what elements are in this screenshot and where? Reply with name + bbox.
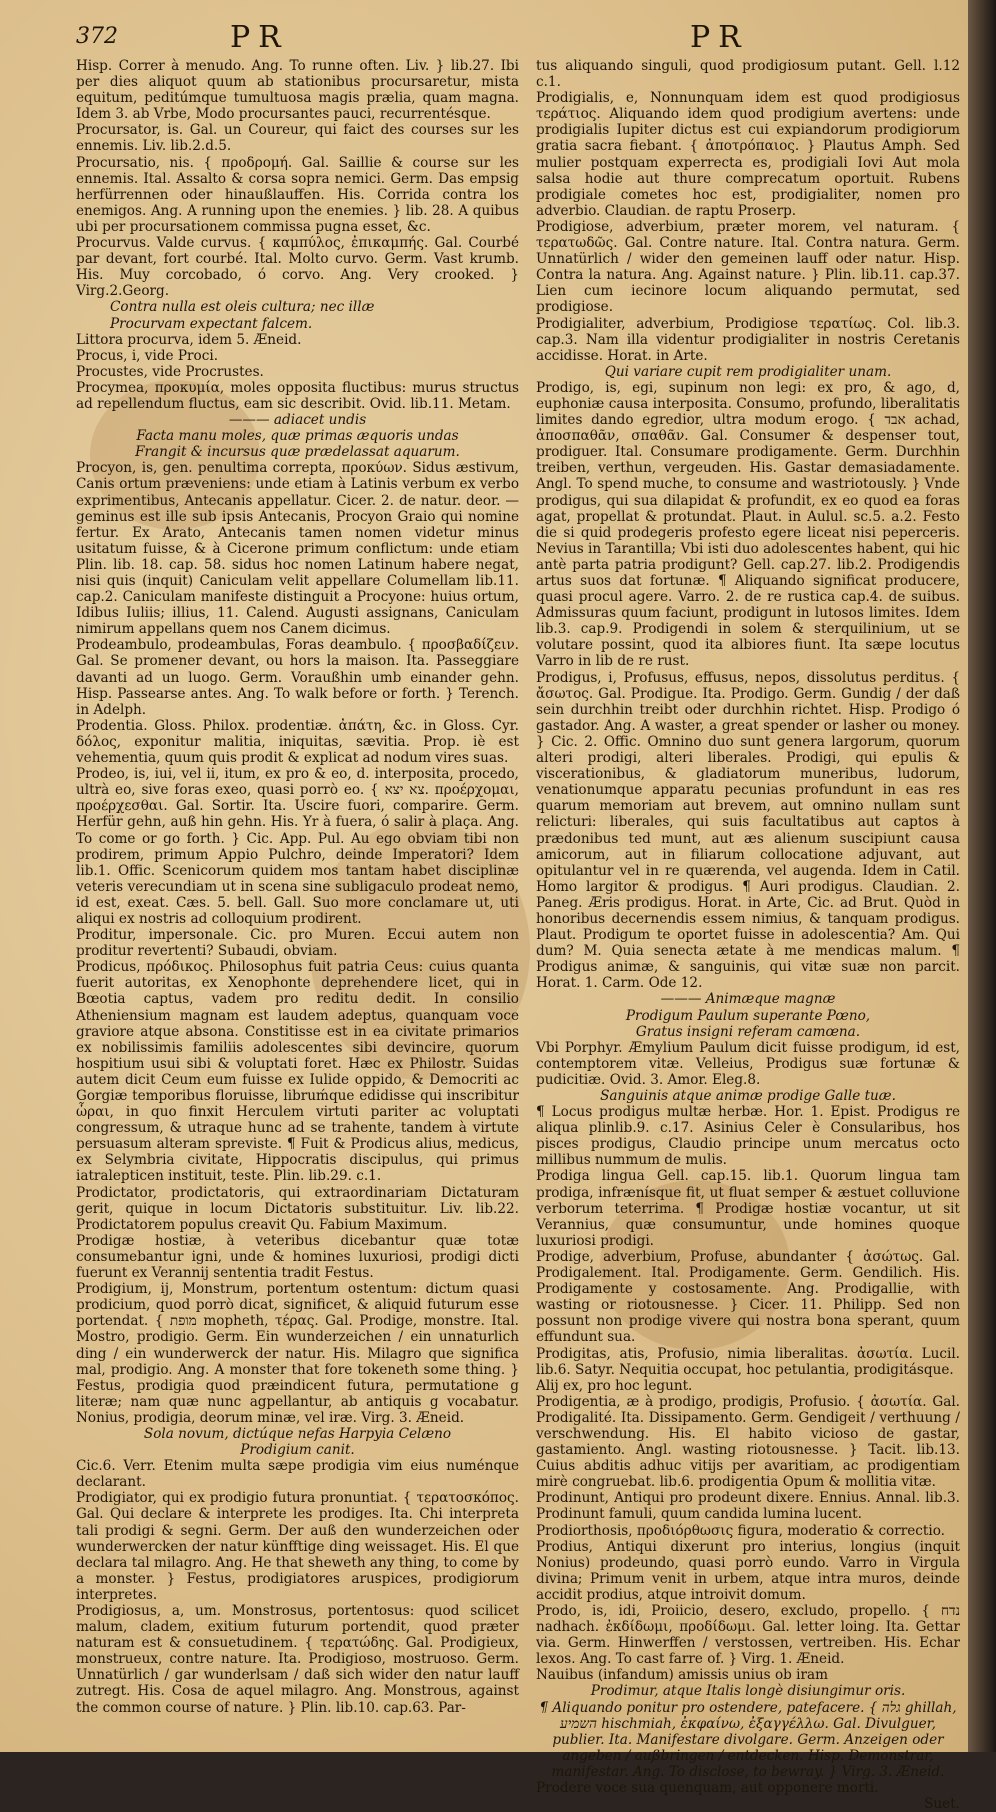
- dictionary-entry: Procymea, προκυμία, moles opposita fluctibus: murus structus ad repellendum fluctus, eam sic describit. Ovid. lib.11. Metam.: [76, 379, 519, 412]
- running-head-left: PR: [230, 20, 289, 55]
- dictionary-entry: Prodinunt, Antiqui pro prodeunt dixere. Ennius. Annal. lib.3. Prodinunt famuli, quum candida lumina lucent.: [536, 1490, 960, 1523]
- dictionary-entry: Prodigiator, qui ex prodigio futura pronuntiat. { τερατοσκόπος. Gal. Qui declare & interprete les prodiges. Ita. Chi interpreta tali prodigi & segni. Germ. Der auß den wunderzeichen oder wunderwercken der natur künfftige ding weissaget. His. El que declara tal milagro. Ang. He that sheweth any thing, to come by a monster. } Festus, prodigiatores aruspices, prodigiorum interpretes.: [76, 1490, 519, 1603]
- dictionary-entry: Procustes, vide Procrustes.: [76, 363, 264, 380]
- verse-quotation: Gratus insigni referam camœna.: [635, 1023, 861, 1040]
- dictionary-entry: Prodigialis, e, Nonnunquam idem est quod prodigiosus τεράτιος. Aliquando idem quod prodigium avertens: unde prodigialis Iupiter dictus est cui expiandorum prodigiorum gratia sacra fiebant. { ἀποτρόπαιος. } Plautus Amph. Sed mulier postquam experrecta es, prodigiali Iovi Aut mola salsa hodie aut thure comprecatum oportuit. Rubens prodigiale cometes hoc est, prodigialiter, nomen pro adverbio. Claudian. de raptu Proserp.: [536, 90, 960, 219]
- page-number: 372: [76, 24, 118, 49]
- dictionary-entry: tus aliquando singuli, quod prodigiosum putant. Gell. l.12 c.1.: [536, 58, 960, 91]
- dictionary-entry: Hisp. Correr à menudo. Ang. To runne often. Liv. } lib.27. Ibi per dies aliquot quum ab stationibus procursaretur, mista equitum, peditúmque tumultuosa magis prælia, quam magna. Idem 3. ab Vrbe, Modo procursantes pauci, recurrentésque.: [76, 58, 519, 123]
- dictionary-entry: Proditur, impersonale. Cic. pro Muren. Eccui autem non proditur revertenti? Subaudi, obviam.: [76, 927, 519, 960]
- dictionary-entry: Prodige, adverbium, Profuse, abundanter { ἀσώτως. Gal. Prodigalement. Ital. Prodigamente. Germ. Gendilich. His. Prodigamente y costosamente. Ang. Prodigallie, with wasting or riotousnesse. } Cicer. 11. Philipp. Sed non possunt non prodige vivere qui nostra bona sperant, quum effundunt sua.: [536, 1248, 960, 1346]
- dictionary-entry: Cic.6. Verr. Etenim multa sæpe prodigia vim eius numénque declarant.: [76, 1458, 519, 1491]
- verse-quotation: Prodimur, atque Italis longè disiungimur oris.: [590, 1683, 906, 1700]
- dictionary-entry: Prodo, is, idi, Proiicio, desero, excludo, propello. { נדח nadhach. ἐκδίδωμι, προδίδωμι. Gal. letter loing. Ita. Gettar via. Germ. Hinwerffen / verstossen, vertreiben. His. Echar lexos. Ang. To cast farre of. } Virg. 1. Æneid.: [536, 1603, 960, 1668]
- dictionary-entry: Nauibus (infandum) amissis unius ob iram: [536, 1667, 829, 1684]
- dictionary-entry: Prodicus, πρόδικος. Philosophus fuit patria Ceus: cuius quanta fuerit autoritas, ex Xenophonte deprehendere licet, qui in Bœotia captus, vadem pro reditu dedit. In consilio Atheniensium magnam est laudem adeptus, quanquam voce graviore atque absona. Constitisse est in ea civitate primarios ex nobilissimis familiis adolescentes sibi devincire, quorum hospitium usui sibi & voluptati foret. Hæc ex Philostr. Suidas autem dicit Ceum eum fuisse ex Iulide oppido, & Democriti ac Gorgiæ temporibus floruisse, libruḿque edidisse qui inscribitur ὧραι, in quo finxit Herculem virtuti pariter ac voluptati congressum, & utraque hunc ad se trahente, tandem à virtute persuasum alteram spreviste. ¶ Fuit & Prodicus alius, medicus, ex Selymbria civitate, Hippocratis discipulus, qui primus iatralepticen instituit, teste. Plin. lib.29. c.1.: [76, 959, 519, 1185]
- dictionary-entry: Alij ex, pro hoc legunt.: [536, 1377, 693, 1394]
- dictionary-entry: Procursator, is. Gal. un Coureur, qui faict des courses sur les ennemis. Liv. lib.2.d.5.: [76, 122, 519, 155]
- verse-quotation: Prodigum Paulum superante Pœno,: [625, 1007, 871, 1024]
- dictionary-entry: Prodigialiter, adverbium, Prodigiose τερατίως. Col. lib.3. cap.3. Nam illa videntur prodigialiter in nostris Ceretanis accidisse. Horat. in Arte.: [536, 315, 960, 364]
- dictionary-entry: Vbi Porphyr. Æmylium Paulum dicit fuisse prodigum, id est, contemptorem vitæ. Velleius, Prodigus suæ fortunæ & pudicitiæ. Ovid. 3. Amor. Eleg.8.: [536, 1039, 960, 1088]
- dictionary-entry: Prodictator, prodictatoris, qui extraordinariam Dictaturam gerit, quique in locum Dictatoris substituitur. Liv. lib.22. Prodictatorem populus creavit Qu. Fabium Maximum.: [76, 1184, 519, 1233]
- verse-quotation: ——— Animæque magnæ: [660, 991, 836, 1008]
- dictionary-entry: Prodigiose, adverbium, præter morem, vel naturam. { τερατωδῶς. Gal. Contre nature. Ital. Contra natura. Germ. Unnatürlich / wider den gemeinen lauff oder natur. Hisp. Contra la natura. Ang. Against nature. } Plin. lib.11. cap.37. Lien cum iecinore locum aliquando permutat, sed prodigiose.: [536, 218, 960, 316]
- dictionary-entry: Prodeambulo, prodeambulas, Foras deambulo. { προσβαδίζειν. Gal. Se promener devant, ou hors la maison. Ita. Passeggiare davanti ad un luogo. Germ. Voraußhin umb einander gehn. Hisp. Passearse antes. Ang. To walk before or forth. } Terench. in Adelph.: [76, 637, 519, 718]
- dictionary-entry: Prodigæ hostiæ, à veteribus dicebantur quæ totæ consumebantur igni, unde & homines luxuriosi, prodigi dicti fuerunt ex Verannij sententia tradit Festus.: [76, 1232, 519, 1282]
- page-header: [0, 14, 968, 54]
- book-binding-edge: [968, 0, 996, 1752]
- dictionary-entry: Prodigiosus, a, um. Monstrosus, portentosus: quod scilicet malum, cladem, exitium futurum portendit, quod præter naturam est & consuetudinem. { τερατώδης. Gal. Prodigieux, monstrueux, contre nature. Ita. Prodigioso, mostruoso. Germ. Unnatürlich / gar wunderlsam / daß sich wider den natur lauff zutregt. His. Cosa de aquel milagro. Ang. Monstrous, against the common course of nature. } Plin. lib.10. cap.63. Par-: [76, 1603, 519, 1716]
- dictionary-entry: Procus, i, vide Proci.: [76, 347, 219, 364]
- dictionary-entry: Prodiorthosis, προδιόρθωσις figura, moderatio & correctio.: [536, 1522, 945, 1539]
- verse-quotation: ¶ Aliquando ponitur pro ostendere, patefacere. { גלה ghillah, השמיע hischmiah, ἐκφαίνω, ἐξαγγέλλω. Gal. Divulguer, publier. Ita. Manifestare divolgare. Germ. Anzeigen oder angeben / außbringen / entdecken. Hisp. Demonstrar, manifestar. Ang. To disclose, to bewray. } Virg. 3. Æneid.: [539, 1699, 957, 1780]
- dictionary-entry: Procursatio, nis. { προδρομή. Gal. Saillie & course sur les ennemis. Ital. Assalto & corsa sopra nemici. Germ. Das empsig herfürrennen oder hinaußlauffen. His. Corrida contra los enemigos. Ang. A running upon the enemies. } lib. 28. A quibus ubi per procursationem commissa pugna esset, &c.: [76, 154, 519, 235]
- dictionary-entry: Prodigus, i, Profusus, effusus, nepos, dissolutus perditus. { ἄσωτος. Gal. Prodigue. Ita. Prodigo. Germ. Gundig / der daß sein durchhin treibt oder durchhin richtet. Hisp. Prodigo ó gastador. Ang. A waster, a great spender or lasher ou money. } Cic. 2. Offic. Omnino duo sunt genera largorum, quorum alteri prodigi, alteri liberales. Prodigi, qui epulis & viscerationibus, & gladiatorum muneribus, ludorum, venationumque apparatu pecunias profundunt in eas res quarum memoriam aut brevem, aut omnino nullam sunt relicturi: liberales, qui suis facultatibus aut captos à prædonibus ted munt, aut æs alienum suscipiunt causa amicorum, aut in filiarum collocatione adjuvant, aut opitulantur vel in re quærenda, vel augenda. Idem in Catil. Homo largitor & prodigus. ¶ Auri prodigus. Claudian. 2. Paneg. Æris prodigus. Horat. in Arte, Cic. ad Brut. Quòd in honoribus decernendis essem nimius, & tanquam prodigus. Plaut. Prodigum te oportet fuisse in adolescentia? Am. Qui dum? M. Quia senecta ætate à me mendicas malum. ¶ Prodigus animæ, & sanguinis, qui vitæ suæ non parcit. Horat. 1. Carm. Ode 12.: [536, 669, 960, 992]
- dictionary-entry: Procurvus. Valde curvus. { καμπύλος, ἐπικαμπής. Gal. Courbé par devant, fort courbé. Ital. Molto curvo. Germ. Vast krumb. His. Muy corcobado, ó corvo. Ang. Very crooked. } Virg.2.Georg.: [76, 235, 519, 300]
- dictionary-entry: Prodeo, is, iui, vel ii, itum, ex pro & eo, d. interposita, procedo, ultrà eo, sive foras exeo, quasi porrò eo. { צא יצא. προέρχομαι, προέρχεσθαι. Gal. Sortir. Ita. Uscire fuori, comparire. Germ. Herfür gehn, auß hin gehn. His. Yr à fuera, ó salir à plaça. Ang. To come or go forth. } Cic. App. Pul. Au ego obviam tibi non prodirem, primum Appio Pulchro, deinde Imperatori? Idem lib.1. Offic. Scenicorum quidem mos tantam habet disciplinæ veteris verecundiam ut in scena sine subligaculo prodeat nemo, id est, exeat. Cæs. 5. bell. Gall. Suo more conclamare ut, uti aliqui ex nostris ad colloquium prodirent.: [76, 766, 520, 927]
- dictionary-entry: Prodere voce sua quenquam, aut opponere morti.: [536, 1780, 879, 1797]
- verse-quotation: Frangit & incursus quæ prædelassat aquarum.: [135, 444, 460, 461]
- dictionary-entry: Prodius, Antiqui dixerunt pro interius, longius (inquit Nonius) prodeundo, quasi porrò eundo. Varro in Virgula divina; Primum venit in urbem, atque intra muros, deinde accidit prodius, atque introivit domum.: [536, 1538, 960, 1603]
- dictionary-entry: Prodigium, ij, Monstrum, portentum ostentum: dictum quasi prodicium, quod porrò dicat, significet, & aliquid futurum esse portendat. { מופת mopheth, τέρας. Gal. Prodige, monstre. Ital. Mostro, prodigio. Germ. Ein wunderzeichen / ein unnaturlich ding / ein wunderwerck der natur. His. Milagro que significa mal, prodigio. Ang. A monster that fore tokeneth some thing. } Festus, prodigia quod præindicent futura, permutatione g literæ; nam quæ nunc agpellantur, ab antiquis g vocabatur. Nonius, prodigia, deorum minæ, vel iræ. Virg. 3. Æneid.: [76, 1281, 519, 1426]
- running-head-right: PR: [690, 20, 749, 55]
- catchword: Suet.: [924, 1796, 960, 1812]
- verse-quotation: Facta manu moles, quæ primas æquoris undas: [136, 428, 459, 445]
- left-column: [76, 58, 519, 1738]
- verse-quotation: Prodigium canit.: [240, 1442, 355, 1459]
- dictionary-entry: Prodigitas, atis, Profusio, nimia liberalitas. ἀσωτία. Lucil. lib.6. Satyr. Nequitia occupat, hoc petulantia, prodigitásque.: [536, 1345, 960, 1378]
- dictionary-entry: ¶ Locus prodigus multæ herbæ. Hor. 1. Epist. Prodigus re aliqua plinlib.9. c.17. Asinius Celer è Consularibus, hos pisces prodigus, Claudio principe unum mercatus octo millibus nummum de mulis.: [536, 1104, 960, 1169]
- verse-quotation: Qui variare cupit rem prodigialiter unam.: [604, 363, 892, 380]
- dictionary-entry: Procyon, is, gen. penultima correpta, προκύων. Sidus æstivum, Canis ortum præveniens: unde etiam à Latinis verbum ex verbo exprimentibus, Antecanis appellatur. Cicer. 2. de natur. deor. — geminus est ille sub ipsis Antecanis, Procyon Graio qui nomine fertur. Ex Arato, Antecanis tamen nomen videtur minus usitatum fuisse, & à Cicerone primum conflictum: unde etiam Plin. lib. 18. cap. 58. sidus hoc nomen Latinum habere negat, nisi quis (inquit) Caniculam velit appellare Columellam lib.11. cap.2. Caniculam manifeste distinguit a Procyone: huius ortum, Idibus Iuliis; illius, 11. Calend. Augusti assignans, Caniculam nimirum appellans quem nos Canem dicimus.: [76, 460, 519, 638]
- dictionary-entry: Prodentia. Gloss. Philox. prodentiæ. ἀπάτη, &c. in Gloss. Cyr. δόλος, exponitur malitia, iniquitas, sævitia. Prop. iè est vehementia, quum quis prodit & explicat ad nodum vires suas.: [76, 717, 519, 767]
- dictionary-entry: Prodigo, is, egi, supinum non legi: ex pro, & ago, d, euphoniæ causa interposita. Consumo, profundo, liberalitatis limites dando egredior, ultra modum erogo. { אבד achad, ἀποσπαθᾶν, σπαθᾶν. Gal. Consumer & despenser tout, prodiguer. Ital. Consumare prodigamente. Germ. Durchhin treiben, verthun, vergeuden. His. Gastar demasiadamente. Angl. To spend muche, to consume and wastriotously. } Vnde prodigus, qui sua dilapidat & profundit, ex eo quod ea foras agat, propellat & protundat. Plaut. in Aulul. sc.5. a.2. Festo die si quid prodegeris profesto egere liceat nisi peperceris. Nevius in Tarantilla; Vbi isti duo adolescentes habent, qui hic antè parta patria prodigunt? Gell. cap.27. lib.2. Prodigendis artus suos dat fortunæ. ¶ Aliquando significat producere, quasi procul agere. Varro. 2. de re rustica cap.4. de suibus. Admissuras quum faciunt, prodigunt in lutosos limites. Idem lib.3. cap.9. Prodigendi in solem & sterquilinium, ut se volutare possint, quod ita albiores fiunt. Ita sæpe locutus Varro in lib de re rust.: [536, 379, 960, 670]
- verse-quotation: Sola novum, dictúque nefas Harpyia Celæno: [143, 1425, 452, 1442]
- verse-quotation: Procurvam expectant falcem.: [110, 315, 313, 332]
- dictionary-entry: Prodigentia, æ à prodigo, prodigis, Profusio. { ἀσωτία. Gal. Prodigalité. Ita. Dissipamento. Germ. Gendigeit / verthuung / verschwendung. His. El habito vicioso de gastar, gastamiento. Angl. wasting riotousnesse. } Tacit. lib.13. Cuius abditis adhuc vitijs per avaritiam, ac prodigentiam mirè congruebat. lib.6. prodigentia Opum & mollitia vitæ.: [536, 1393, 960, 1491]
- dictionary-entry: Prodiga lingua Gell. cap.15. lib.1. Quorum lingua tam prodiga, infrænísque fit, ut fluat semper & æstuet colluvione verborum teterrima. ¶ Prodigæ hostiæ vocantur, ut sit Verannius, quæ consumuntur, unde homines quoque luxuriosi prodigi.: [536, 1168, 960, 1249]
- right-column: [536, 58, 960, 1812]
- verse-quotation: Contra nulla est oleis cultura; nec illæ: [110, 299, 375, 316]
- verse-quotation: Sanguinis atque animæ prodige Galle tuæ.: [600, 1088, 896, 1104]
- verse-quotation: ——— adiacet undis: [228, 412, 367, 429]
- dictionary-entry: Littora procurva, idem 5. Æneid.: [76, 331, 302, 348]
